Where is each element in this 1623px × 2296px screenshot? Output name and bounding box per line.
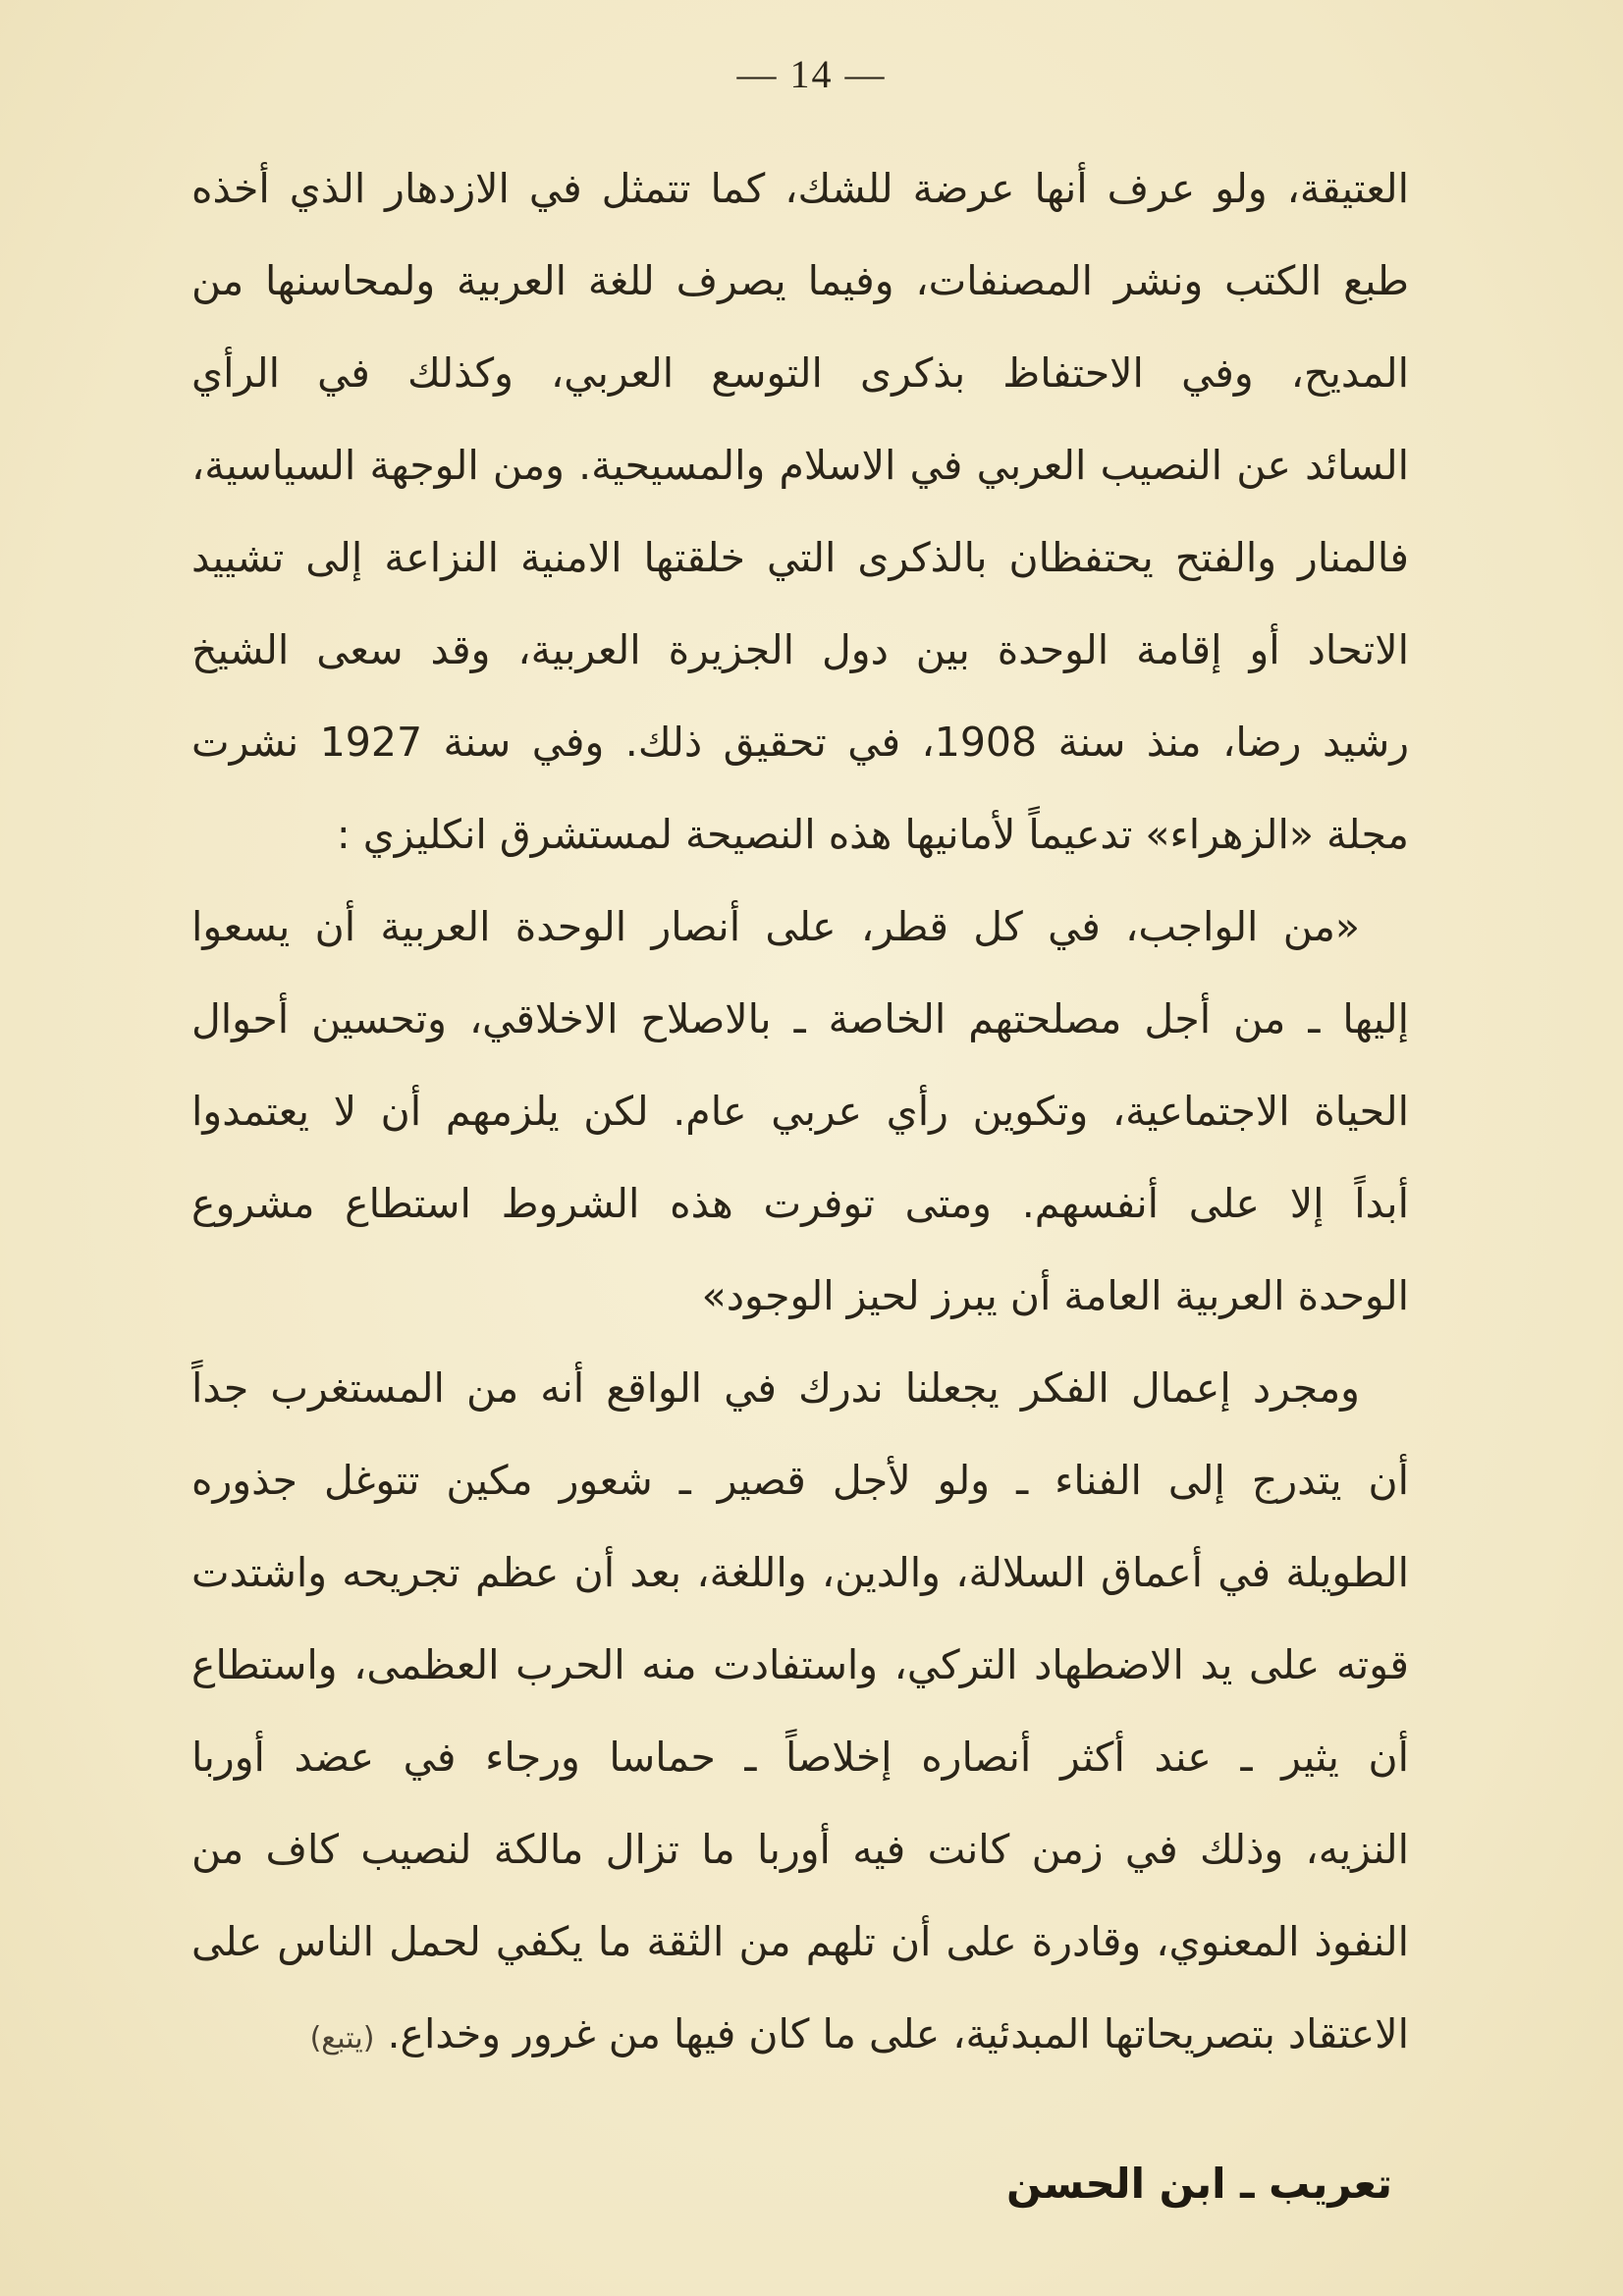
- text-line: السائد عن النصيب العربي في الاسلام والمسيحية. ومن الوجهة السياسية،: [191, 442, 1409, 489]
- text-line: أن يثير ـ عند أكثر أنصاره إخلاصاً ـ حماسا ورجاء في عضد أوربا: [191, 1734, 1409, 1781]
- translator-signature: تعريب ـ ابن الحسن: [1006, 2160, 1392, 2208]
- text-line: فالمنار والفتح يحتفظان بالذكرى التي خلقتها الامنية النزاعة إلى تشييد: [191, 534, 1409, 581]
- paragraph-2: [191, 1342, 1409, 2080]
- page-number: — 14 —: [736, 52, 887, 96]
- text-line: إليها ـ من أجل مصلحتهم الخاصة ـ بالاصلاح الاخلاقي، وتحسين أحوال: [191, 995, 1409, 1042]
- text-line: قوته على يد الاضطهاد التركي، واستفادت منه الحرب العظمى، واستطاع: [191, 1641, 1409, 1688]
- text-line: «من الواجب، في كل قطر، على أنصار الوحدة العربية أن يسعوا: [191, 903, 1360, 950]
- text-line: الاتحاد أو إقامة الوحدة بين دول الجزيرة العربية، وقد سعى الشيخ: [191, 626, 1409, 673]
- text-line: النفوذ المعنوي، وقادرة على أن تلهم من الثقة ما يكفي لحمل الناس على: [191, 1918, 1409, 1965]
- text-line: المديح، وفي الاحتفاظ بذكرى التوسع العربي، وكذلك في الرأي: [191, 349, 1409, 397]
- text-line: أن يتدرج إلى الفناء ـ ولو لأجل قصير ـ شعور مكين تتوغل جذوره: [191, 1457, 1409, 1504]
- text-line: الطويلة في أعماق السلالة، والدين، واللغة، بعد أن عظم تجريحه واشتدت: [191, 1549, 1409, 1596]
- text-line-content: الاعتقاد بتصريحاتها المبدئية، على ما كان فيها من غرور وخداع.: [387, 2010, 1409, 2057]
- text-line: العتيقة، ولو عرف أنها عرضة للشك، كما تتمثل في الازدهار الذي أخذه: [191, 165, 1409, 212]
- paragraph-1: [191, 142, 1409, 881]
- text-line: [191, 1988, 1409, 2080]
- continued-note: (يتبع): [309, 2021, 375, 2056]
- text-line: ومجرد إعمال الفكر يجعلنا ندرك في الواقع أنه من المستغرب جداً: [191, 1364, 1360, 1412]
- quote-paragraph: [191, 881, 1409, 1342]
- text-line: النزيه، وذلك في زمن كانت فيه أوربا ما تزال مالكة لنصيب كاف من: [191, 1826, 1409, 1873]
- text-line: رشيد رضا، منذ سنة 1908، في تحقيق ذلك. وفي سنة 1927 نشرت: [191, 719, 1409, 766]
- text-line: طبع الكتب ونشر المصنفات، وفيما يصرف للغة العربية ولمحاسنها من: [191, 257, 1409, 304]
- text-line: أبداً إلا على أنفسهم. ومتى توفرت هذه الشروط استطاع مشروع: [191, 1180, 1409, 1227]
- text-line: الوحدة العربية العامة أن يبرز لحيز الوجود»: [701, 1272, 1409, 1319]
- text-line: الحياة الاجتماعية، وتكوين رأي عربي عام. لكن يلزمهم أن لا يعتمدوا: [191, 1088, 1409, 1135]
- text-line: مجلة «الزهراء» تدعيماً لأمانيها هذه النصيحة لمستشرق انكليزي :: [336, 811, 1409, 858]
